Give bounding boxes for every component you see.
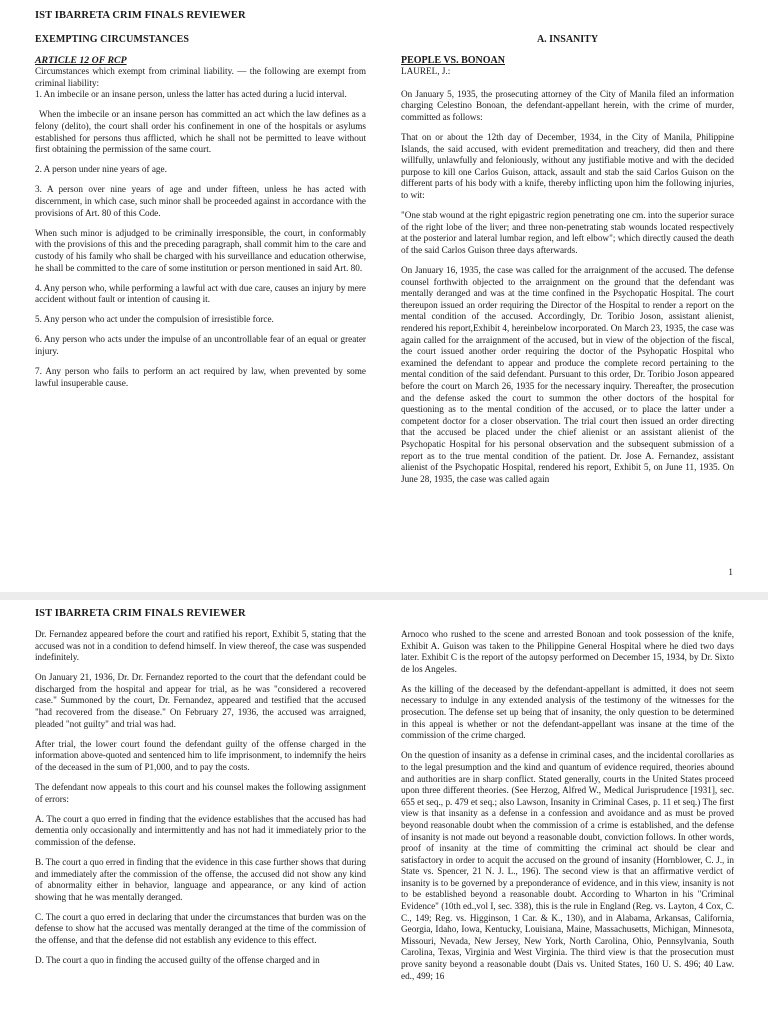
item-3-detail: When such minor is adjudged to be criminally irresponsible, the court, in conformably with the provisions of this and the preceding paragraph, shall commit him to the care and custody of his family who shall be charged with his surveillance and education otherwise, he shall be committed to the care of some institution or person mentioned in said Art. 80.: [35, 227, 366, 273]
document-page-2: [0, 600, 768, 1024]
page-divider: [0, 592, 768, 600]
paragraph: Dr. Fernandez appeared before the court and ratified his report, Exhibit 5, stating that the accused was not in a condition to defend himself. In view thereof, the case was suspended indefinitely.: [35, 629, 366, 663]
ponente: LAUREL, J.:: [401, 66, 451, 77]
page-number: 1: [728, 568, 733, 578]
item-4: 4. Any person who, while performing a lawful act with due care, causes an injury by mere accident without fault or intention of causing it.: [35, 282, 366, 305]
item-6: 6. Any person who acts under the impulse of an uncontrollable fear of an equal or greater injury.: [35, 334, 366, 356]
item-5: 5. Any person who act under the compulsion of irresistible force.: [35, 314, 274, 325]
article-heading: ARTICLE 12 OF RCP: [35, 54, 127, 66]
right-column: [401, 629, 734, 991]
paragraph: Arnoco who rushed to the scene and arrested Bonoan and took possession of the knife, Exhibit A. Guison was taken to the Philippine General Hospital where he died two days later. Exhibit C is the report of the autopsy performed on December 15, 1934, by Dr. Sixto de los Angeles.: [401, 629, 734, 674]
paragraph: On January 21, 1936, Dr. Dr. Fernandez reported to the court that the defendant could be discharged from the hospital and appear for trial, as he was "considered a recovered case." Summoned by the court, Dr. Fernandez, appeared and testified that the accused "had recovered from the disease." On February 27, 1936, the accused was arraigned, pleaded "not guilty" and trial was had.: [35, 672, 366, 729]
left-column: [35, 629, 366, 975]
item-1-detail: When the imbecile or an insane person has committed an act which the law defines as a felony (delito), the court shall order his confinement in one of the hospitals or asylums established for persons thus afflicted, which he shall not be permitted to leave without first obtaining the permission of the same court.: [35, 109, 366, 155]
page-header: IST IBARRETA CRIM FINALS REVIEWER: [35, 608, 246, 619]
paragraph: As the killing of the deceased by the defendant-appellant is admitted, it does not seem necessary to indulge in any extended analysis of the testimony of the witnesses for the prosecution. The defense set up being that of insanity, the only question to be determined in this appeal is whether or not the defendant-appellant was insane at the time of the commission of the crime charged.: [401, 683, 734, 741]
paragraph: On January 5, 1935, the prosecuting attorney of the City of Manila filed an information charging Celestino Bonoan, the defendant-appellant herein, with the crime of murder, committed as follows:: [401, 88, 734, 122]
error-b: B. The court a quo erred in finding that the evidence in this case further shows that during and immediately after the commission of the offense, the accused did not show any kind of abnormality either in behavior, language and appearance, or any kind of action showing that he was mentally deranged.: [35, 857, 366, 902]
page-header: IST IBARRETA CRIM FINALS REVIEWER: [35, 10, 246, 21]
error-a: A. The court a quo erred in finding that the evidence establishes that the accused has had dementia only occasionally and intermittently and has not had it immediately prior to the commission of the defense.: [35, 813, 366, 847]
item-2: 2. A person under nine years of age.: [35, 164, 167, 175]
item-3: 3. A person over nine years of age and under fifteen, unless he has acted with discernment, in which case, such minor shall be proceeded against in accordance with the provisions of Art. 80 of this Code.: [35, 184, 366, 218]
section-title: EXEMPTING CIRCUMSTANCES: [35, 34, 190, 45]
right-column: [401, 34, 734, 494]
insanity-heading: A. INSANITY: [536, 34, 599, 45]
error-c: C. The court a quo erred in declaring that under the circumstances that burden was on the defense to show hat the accused was mentally deranged at the time of the commission of the offense, and that the defense did not establish any evidence to this effect.: [35, 911, 366, 946]
paragraph: The defendant now appeals to this court and his counsel makes the following assignment of errors:: [35, 782, 366, 804]
case-title: PEOPLE VS. BONOAN: [401, 54, 505, 66]
item-7: 7. Any person who fails to perform an act required by law, when prevented by some lawful insuperable cause.: [35, 366, 366, 388]
left-column: [35, 34, 366, 398]
paragraph: After trial, the lower court found the defendant guilty of the offense charged in the information above-quoted and sentenced him to life imprisonment, to indemnify the heirs of the deceased in the sum of P1,000, and to pay the costs.: [35, 738, 366, 772]
intro-text: Circumstances which exempt from criminal liability. — the following are exempt from criminal liability:: [35, 66, 366, 88]
paragraph: On January 16, 1935, the case was called for the arraignment of the accused. The defense counsel forthwith objected to the arraignment on the ground that the defendant was mentally deranged and was at the time confined in the Psychopatic Hospital. The court thereupon issued an order requiring the Director of the Hospital to render a report on the mental condition of the accused. Accordingly, Dr. Toribio Joson, assistant alienist, rendered his report,Exhibit 4, hereinbelow incorporated. On March 23, 1935, the case was again called for the arraignment of the accused, but in view of the objection of the fiscal, the court issued another order requiring the doctor of the Psyhopatic Hospital who examined the defendant to appear and produce the complete record pertaining to the mental condition of the said defendant. Pursuant to this order, Dr. Toribio Joson appeared before the court on March 26, 1935 for the necessary inquiry. Thereafter, the prosecution and the defense asked the court to summon the other doctors of the hospital for questioning as to the mental condition of the accused, or to place the latter under a competent doctor for a closer observation. The trial court then issued an order directing that the accused be placed under the chief alienist or an assistant alienist of the Psychopatic Hospital for his personal observation and the subsequent submission of a report as to the true mental condition of the patient. Dr. Jose A. Fernandez, assistant alienist of the Psychopatic Hospital, rendered his report, Exhibit 5, on June 11, 1935. On June 28, 1935, the case was called again: [401, 265, 734, 484]
quote-paragraph: "One stab wound at the right epigastric region penetrating one cm. into the superior surace of the right lobe of the liver; and three non-penetrating stab wounds located respectively at the posterior and lateral lumbar region, and left elbow"; which directly caused the death of the said Carlos Guison three days afterwards.: [401, 210, 734, 255]
item-1: 1. An imbecile or an insane person, unless the latter has acted during a lucid interval.: [35, 89, 347, 100]
paragraph: That on or about the 12th day of December, 1934, in the City of Manila, Philippine Islands, the said accused, with evident premeditation and treachery, did then and there willfully, unlawfully and feloniously, without any justifiable motive and with the decided purpose to kill one Carlos Guison, attack, assault and stab the said Carlos Guison on the different parts of his body with a knife, thereby inflicting upon him the following injuries, to wit:: [401, 132, 734, 201]
paragraph: On the question of insanity as a defense in criminal cases, and the incidental corollaries as to the legal presumption and the kind and quantum of evidence required, theories abound and authorities are in sharp conflict. Stated generally, courts in the United States proceed upon three different theories. (See Herzog, Alfred W., Medical Jurisprudence [1931], sec. 655 et seq., p. 479 et seq.; also Lawson, Insanity in Criminal Cases, p. 11 et seq.) The first view is that insanity as a defense in a confession and avoidance and as must be proved beyond reasonable doubt when the commission of a crime is established, and the defense of insanity is not made out beyond a reasonable doubt, conviction follows. In other words, proof of insanity at the time of committing the criminal act should be clear and satisfactory in order to acquit the accused on the ground of insanity (Hornblower, C. J., in State vs. Spencer, 21 N. J. L., 196). The second view is that an affirmative verdict of insanity is to be governed by a preponderance of evidence, and in this view, insanity is not to be established beyond a reasonable doubt. According to Wharton in his "Criminal Evidence" (10th ed.,vol I, sec. 338), this is the rule in England (Reg. vs. Layton, 4 Cox, C. C., 149; Reg. vs. Higginson, 1 Car. & K., 130), and in Alabama, Arkansas, California, Georgia, Idaho, Iowa, Kentucky, Louisiana, Maine, Massachusetts, Michigan, Minnesota, Missouri, Nevada, New Jersey, New York, North Carolina, Ohio, Pennsylvania, South Carolina, Texas, Virginia and West Virginia. The third view is that the prosecution must prove sanity beyond a reasonable doubt (Dais vs. United States, 160 U. S. 496; 40 Law. ed., 499; 16: [401, 750, 734, 981]
error-d: D. The court a quo in finding the accused guilty of the offense charged and in: [35, 955, 320, 966]
